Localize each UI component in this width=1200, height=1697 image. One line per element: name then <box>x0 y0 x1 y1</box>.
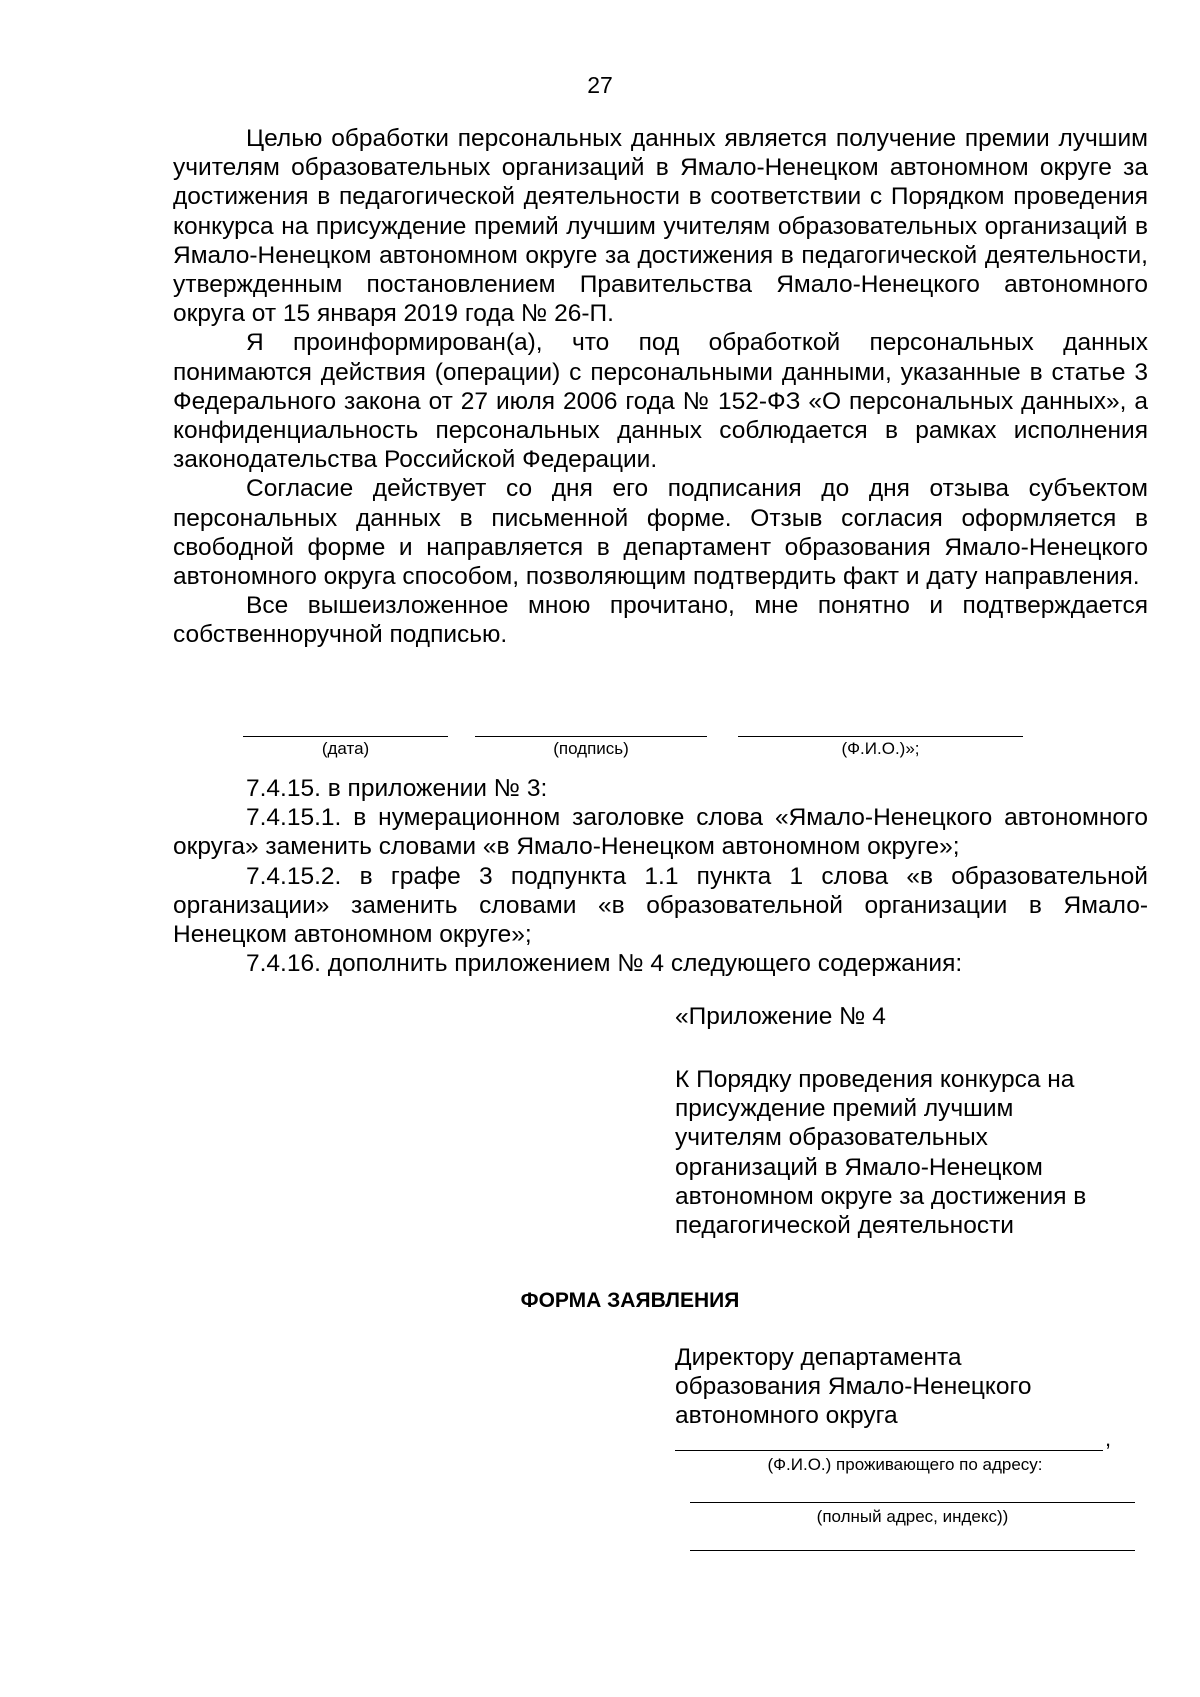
address-caption: (полный адрес, индекс)) <box>816 1507 1009 1526</box>
amendment-7-4-16: 7.4.16. дополнить приложением № 4 следующего содержания: <box>246 950 963 978</box>
form-title: ФОРМА ЗАЯВЛЕНИЯ <box>520 1289 740 1312</box>
date-line <box>243 736 448 737</box>
addressee-line: автономного округа <box>675 1402 898 1430</box>
page-number: 27 <box>587 72 613 98</box>
address-fill-line-2 <box>690 1550 1135 1551</box>
appendix-line: учителям образовательных <box>675 1124 988 1152</box>
appendix-line: присуждение премий лучшим <box>675 1095 1014 1123</box>
appendix-title: «Приложение № 4 <box>675 1003 886 1030</box>
addressee-line: Директору департамента <box>675 1344 962 1371</box>
appendix-line: педагогической деятельности <box>675 1212 1014 1240</box>
paragraph-purpose: Целью обработки персональных данных является получение премии лучшим учителям образовательных организаций в Ямало-Ненецком автономном округе за достижения в педагогической деятельности в соответствии с Порядком проведения конкурса на присуждение премий лучшим учителям образовательных организаций в Ямало-Ненецком автономном округе за достижения в педагогической деятельности, утвержденным постановлением Правительства Ямало-Ненецкого автономного округа от 15 января 2019 года № 26-П. <box>173 125 1148 328</box>
appendix-line: организаций в Ямало-Ненецком <box>675 1153 1043 1181</box>
appendix-line: К Порядку проведения конкурса на <box>675 1066 1075 1093</box>
signature-caption: (подпись) <box>553 739 629 758</box>
addressee-block <box>675 1343 1135 1431</box>
addressee-line: образования Ямало-Ненецкого <box>675 1373 1032 1401</box>
amendment-7-4-15-1: 7.4.15.1. в нумерационном заголовке слова «Ямало-Ненецкого автономного округа» заменить словами «в Ямало-Ненецком автономном округе»; <box>173 804 1148 861</box>
paragraph-confirmation: Все вышеизложенное мною прочитано, мне понятно и подтверждается собственноручной подписью. <box>173 592 1148 649</box>
signature-line <box>475 736 707 737</box>
name-caption: (Ф.И.О.)»; <box>841 739 920 758</box>
date-caption: (дата) <box>321 739 370 758</box>
fio-fill-line <box>675 1450 1103 1451</box>
comma-mark: , <box>1105 1426 1112 1451</box>
appendix-reference <box>675 1065 1135 1240</box>
name-line <box>738 736 1023 737</box>
paragraph-validity: Согласие действует со дня его подписания до дня отзыва субъектом персональных данных в письменной форме. Отзыв согласия оформляется в свободной форме и направляется в департамент образования Ямало-Ненецкого автономного округа способом, позволяющим подтвердить факт и дату направления. <box>173 475 1148 591</box>
signature-row <box>243 736 1123 776</box>
appendix-line: автономном округе за достижения в <box>675 1182 1087 1210</box>
address-fill-line <box>690 1502 1135 1503</box>
fio-caption: (Ф.И.О.) проживающего по адресу: <box>767 1455 1043 1474</box>
amendment-7-4-15-2: 7.4.15.2. в графе 3 подпункта 1.1 пункта 1 слова «в образовательной организации» заменить словами «в образовательной организации в Ямало-Ненецком автономном округе»; <box>173 862 1148 949</box>
amendments <box>173 774 1148 978</box>
paragraph-informed: Я проинформирован(а), что под обработкой персональных данных понимаются действия (операции) с персональными данными, указанные в статье 3 Федерального закона от 27 июля 2006 года № 152-ФЗ «О персональных данных», а конфиденциальность персональных данных соблюдается в рамках исполнения законодательства Российской Федерации. <box>173 329 1148 474</box>
consent-text <box>173 124 1148 650</box>
amendment-7-4-15: 7.4.15. в приложении № 3: <box>246 775 548 802</box>
